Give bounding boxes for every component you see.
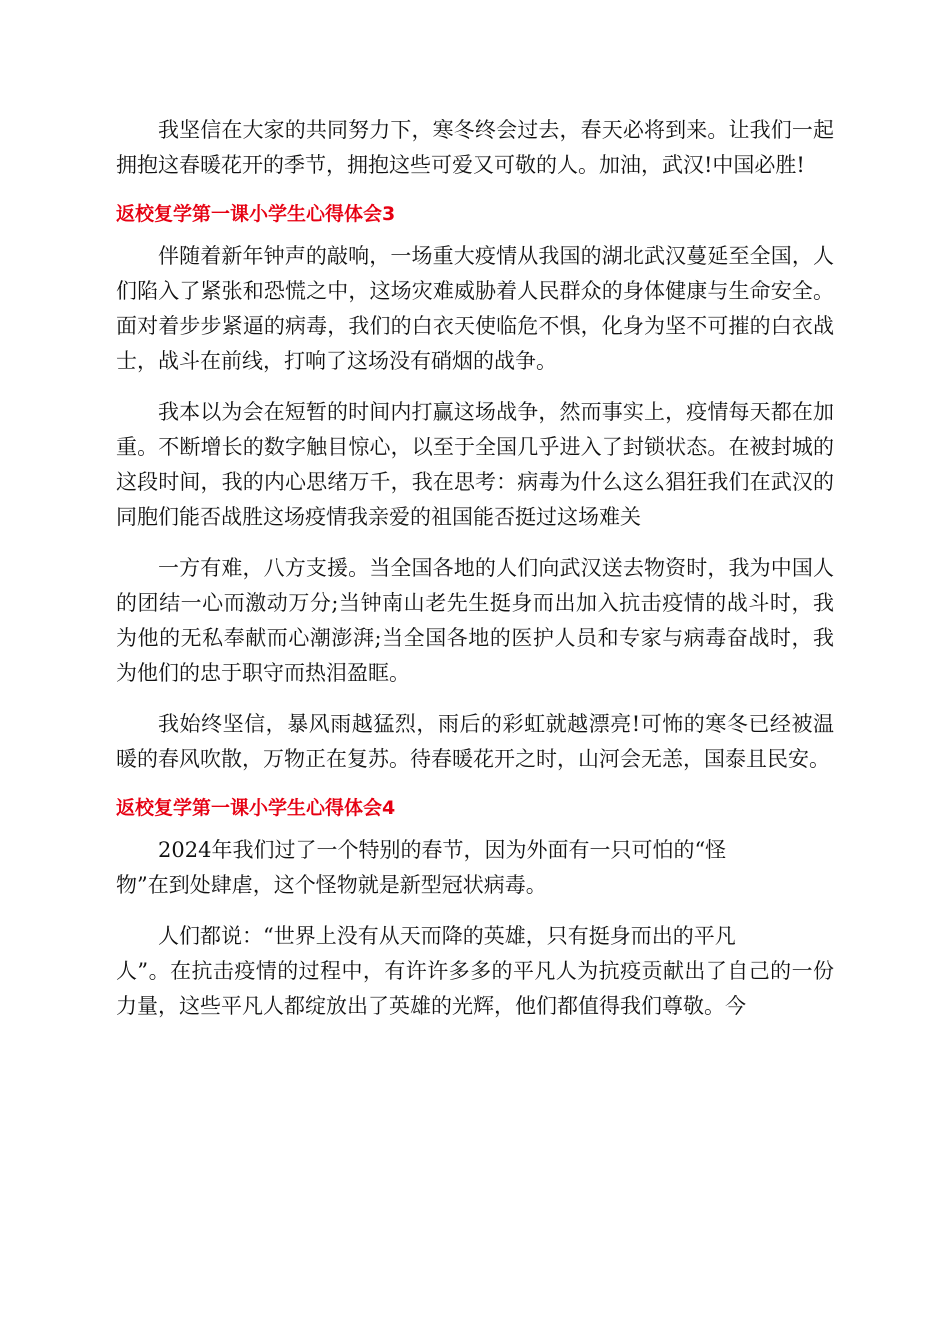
paragraph: 我坚信在大家的共同努力下，寒冬终会过去，春天必将到来。让我们一起拥抱这春暖花开的季节，拥抱这些可爱又可敬的人。加油，武汉!中国必胜! (116, 118, 834, 177)
paragraph: 人们都说：“世界上没有从天而降的英雄，只有挺身而出的平凡 人”。在抗击疫情的过程中，有许许多多的平凡人为抗疫贡献出了自己的一份力量，这些平凡人都绽放出了英雄的光辉，他们都值得我们尊敬。今 (116, 924, 834, 1018)
section-heading-3: 返校复学第一课小学生心得体会3 (116, 203, 396, 225)
paragraph: 2024年我们过了一个特别的春节，因为外面有一只可怕的“怪 物”在到处肆虐，这个怪物就是新型冠状病毒。 (116, 838, 727, 897)
document-body (116, 113, 834, 1040)
paragraph: 我始终坚信，暴风雨越猛烈，雨后的彩虹就越漂亮!可怖的寒冬已经被温暖的春风吹散，万物正在复苏。待春暖花开之时，山河会无恙，国泰且民安。 (116, 712, 834, 771)
section-heading-4: 返校复学第一课小学生心得体会4 (116, 797, 396, 819)
paragraph: 伴随着新年钟声的敲响，一场重大疫情从我国的湖北武汉蔓延至全国，人们陷入了紧张和恐慌之中，这场灾难威胁着人民群众的身体健康与生命安全。面对着步步紧逼的病毒，我们的白衣天使临危不惧，化身为坚不可摧的白衣战士，战斗在前线，打响了这场没有硝烟的战争。 (116, 244, 834, 373)
paragraph: 我本以为会在短暂的时间内打赢这场战争，然而事实上，疫情每天都在加重。不断增长的数字触目惊心，以至于全国几乎进入了封锁状态。在被封城的这段时间，我的内心思绪万千，我在思考：病毒为什么这么猖狂我们在武汉的同胞们能否战胜这场疫情我亲爱的祖国能否挺过这场难关 (116, 400, 834, 529)
paragraph: 一方有难，八方支援。当全国各地的人们向武汉送去物资时，我为中国人的团结一心而激动万分;当钟南山老先生挺身而出加入抗击疫情的战斗时，我为他的无私奉献而心潮澎湃;当全国各地的医护人员和专家与病毒奋战时，我为他们的忠于职守而热泪盈眶。 (116, 556, 834, 685)
